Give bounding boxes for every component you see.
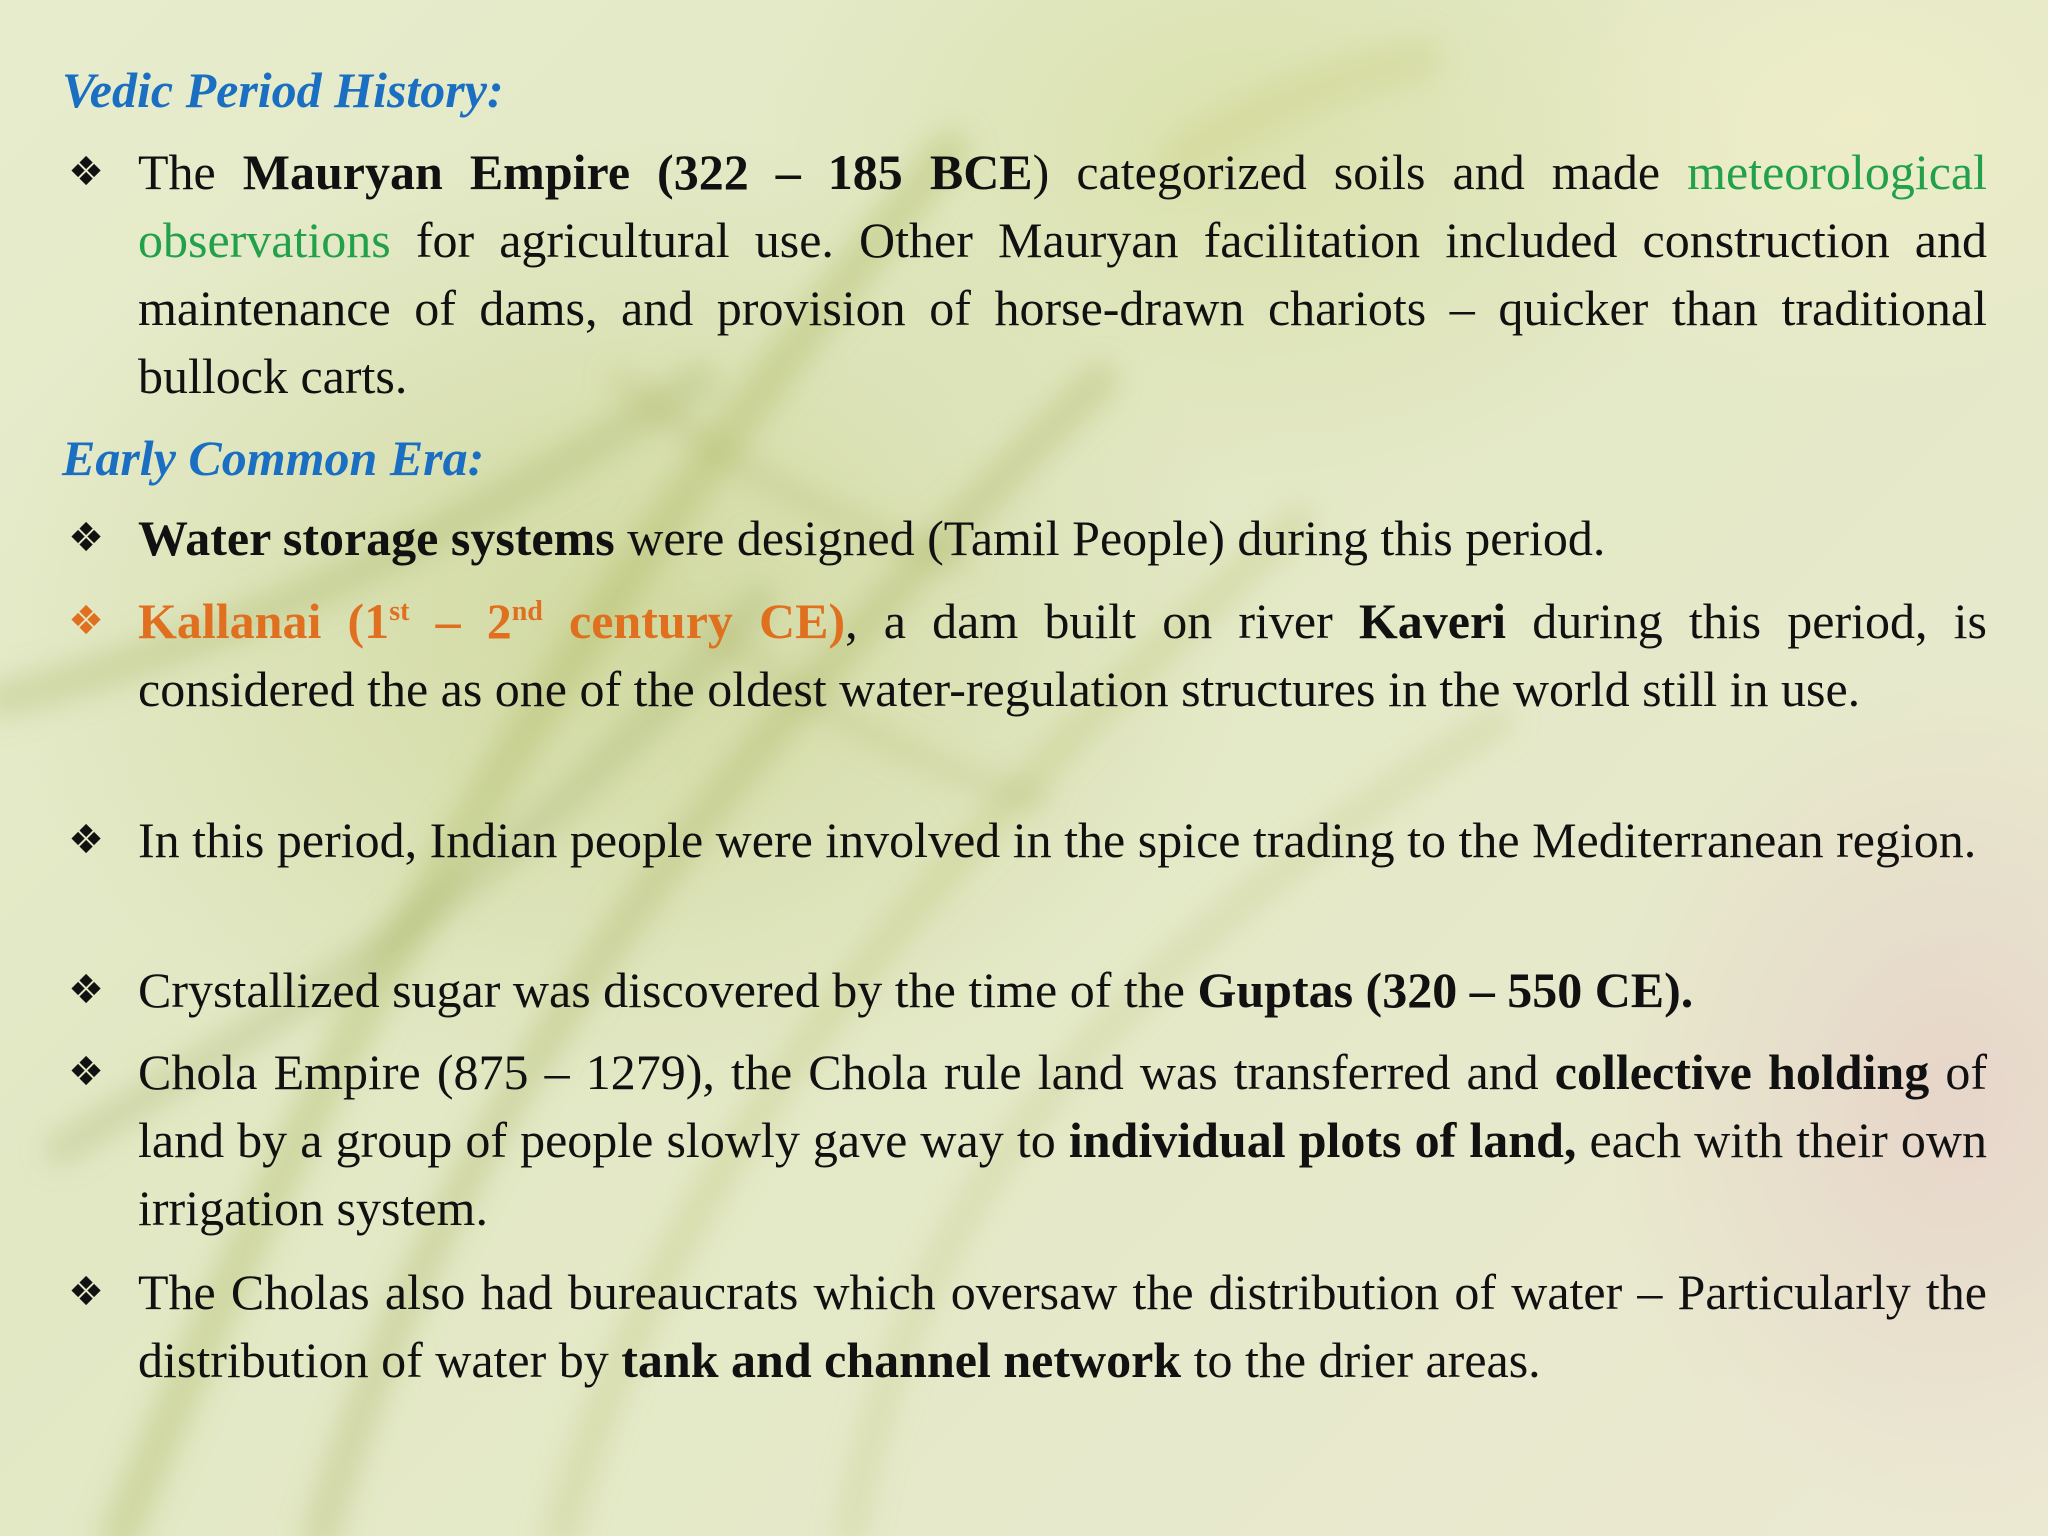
diamond-bullet-icon: ❖ xyxy=(68,1049,104,1095)
bullet-text xyxy=(138,1258,1987,1394)
diamond-bullet-icon: ❖ xyxy=(68,817,104,863)
bullet-item-chola-bureaucrats xyxy=(62,1258,1987,1394)
bullet-item-water-storage xyxy=(62,504,1987,572)
diamond-bullet-icon: ❖ xyxy=(68,515,104,561)
text-run: during this period, is considered the as one of the oldest water-regulation structures in the world still in use. xyxy=(138,593,1988,717)
text-run: of land by a group of people slowly gave way to xyxy=(138,1044,1987,1168)
text-run: Kaveri xyxy=(1358,593,1507,649)
text-run: The xyxy=(138,144,243,200)
bullet-item-crystallized-sugar xyxy=(62,956,1987,1024)
text-run: century CE) xyxy=(542,593,846,649)
text-run: collective holding xyxy=(1554,1044,1930,1100)
text-run: Water storage systems xyxy=(138,510,615,566)
text-run: each with their own irrigation system. xyxy=(138,1112,1988,1236)
diamond-bullet-icon: ❖ xyxy=(68,598,104,644)
text-run: to the drier areas. xyxy=(1181,1332,1541,1388)
bullet-text xyxy=(138,504,1987,572)
text-run: ) categorized soils and made xyxy=(1032,144,1688,200)
text-run: meteorological observations xyxy=(138,144,1987,268)
bullet-text xyxy=(138,956,1987,1024)
text-run: individual plots of land, xyxy=(1068,1112,1577,1168)
text-run: were designed (Tamil People) during this period. xyxy=(614,510,1606,566)
diamond-bullet-icon: ❖ xyxy=(68,1269,104,1315)
bullet-text xyxy=(138,138,1987,410)
text-run: Crystallized sugar was discovered by the time of the xyxy=(138,962,1198,1018)
diamond-bullet-icon: ❖ xyxy=(68,149,104,195)
text-run: Chola Empire (875 – 1279), the Chola rule land was transferred and xyxy=(138,1044,1555,1100)
text-run: tank and channel network xyxy=(621,1332,1182,1388)
text-run: – 2 xyxy=(409,593,512,649)
text-run: In this period, Indian people were involved in the spice trading to the Mediterranean region. xyxy=(138,812,1977,868)
text-run: st xyxy=(389,596,410,627)
bullet-text xyxy=(138,1038,1987,1242)
section-heading-early-common-era: Early Common Era: xyxy=(62,430,485,486)
bullet-text xyxy=(138,587,1987,723)
text-run: , a dam built on river xyxy=(845,593,1359,649)
text-run: Guptas (320 – 550 CE). xyxy=(1197,962,1694,1018)
text-run: nd xyxy=(511,596,543,627)
bullet-item-chola-empire xyxy=(62,1038,1987,1242)
bullet-item-spice-trading xyxy=(62,806,1987,874)
section-heading-vedic-period: Vedic Period History: xyxy=(62,62,504,118)
text-run: Mauryan Empire (322 – 185 BCE xyxy=(242,144,1033,200)
bullet-item-kallanai xyxy=(62,587,1987,723)
text-run: Kallanai (1 xyxy=(138,593,390,649)
diamond-bullet-icon: ❖ xyxy=(68,967,104,1013)
text-run: for agricultural use. Other Mauryan facilitation included construction and maintenance of dams, and provision of horse-drawn chariots – quicker than traditional bullock carts. xyxy=(138,212,1987,404)
bullet-item-mauryan-empire xyxy=(62,138,1987,410)
text-run: The Cholas also had bureaucrats which oversaw the distribution of water – Particularly the distribution of water by xyxy=(138,1264,1987,1388)
bullet-text xyxy=(138,806,1987,874)
